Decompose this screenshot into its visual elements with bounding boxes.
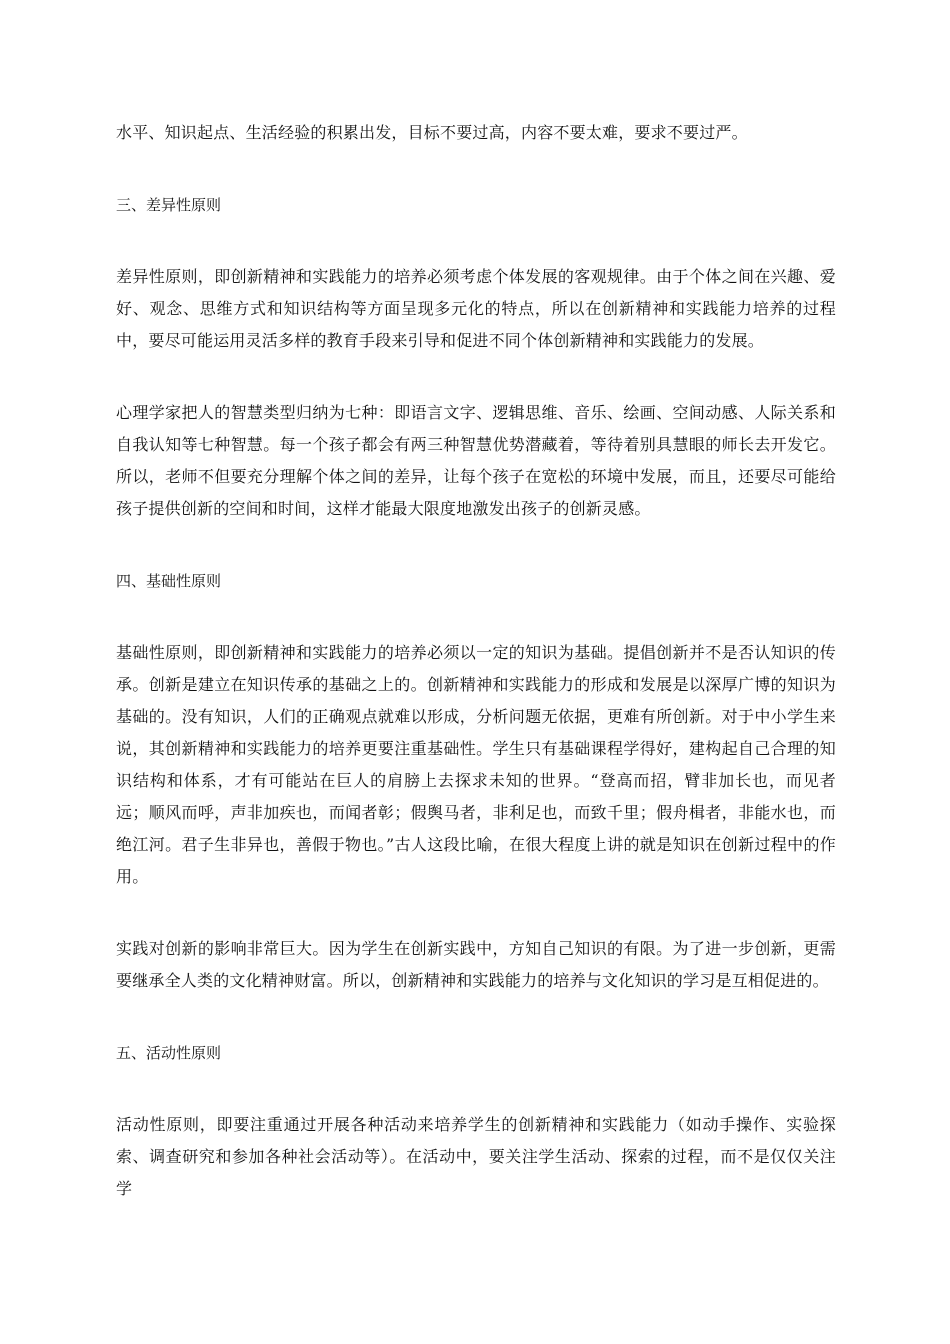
paragraph-5a: 活动性原则，即要注重通过开展各种活动来培养学生的创新精神和实践能力（如动手操作、实验探索、调查研究和参加各种社会活动等）。在活动中，要关注学生活动、探索的过程，而不是仅仅关注学 [116, 1115, 836, 1198]
paragraph-continued: 水平、知识起点、生活经验的积累出发，目标不要过高，内容不要太难，要求不要过严。 [116, 123, 748, 142]
paragraph-3a: 差异性原则，即创新精神和实践能力的培养必须考虑个体发展的客观规律。由于个体之间在兴趣、爱好、观念、思维方式和知识结构等方面呈现多元化的特点，所以在创新精神和实践能力培养的过程中，要尽可能运用灵活多样的教育手段来引导和促进不同个体创新精神和实践能力的发展。 [116, 267, 836, 350]
paragraph-spacer [116, 357, 836, 397]
paragraph-spacer [116, 893, 836, 933]
section-heading-5: 五、活动性原则 [116, 1044, 222, 1062]
paragraph-spacer [116, 149, 836, 189]
paragraph-spacer [116, 597, 836, 637]
paragraph-4b: 实践对创新的影响非常巨大。因为学生在创新实践中，方知自己知识的有限。为了进一步创新，更需要继承全人类的文化精神财富。所以，创新精神和实践能力的培养与文化知识的学习是互相促进的。 [116, 939, 836, 990]
paragraph-3b: 心理学家把人的智慧类型归纳为七种：即语言文字、逻辑思维、音乐、绘画、空间动感、人际关系和自我认知等七种智慧。每一个孩子都会有两三种智慧优势潜藏着，等待着别具慧眼的师长去开发它。所以，老师不但要充分理解个体之间的差异，让每个孩子在宽松的环境中发展，而且，还要尽可能给孩子提供创新的空间和时间，这样才能最大限度地激发出孩子的创新灵感。 [116, 403, 836, 518]
document-body [116, 117, 836, 1205]
section-heading-4: 四、基础性原则 [116, 572, 222, 590]
paragraph-spacer [116, 1069, 836, 1109]
paragraph-spacer [116, 221, 836, 261]
paragraph-spacer [116, 525, 836, 565]
section-heading-3: 三、差异性原则 [116, 196, 222, 214]
paragraph-4a: 基础性原则，即创新精神和实践能力的培养必须以一定的知识为基础。提倡创新并不是否认知识的传承。创新是建立在知识传承的基础之上的。创新精神和实践能力的形成和发展是以深厚广博的知识为基础的。没有知识，人们的正确观点就难以形成，分析问题无依据，更难有所创新。对于中小学生来说，其创新精神和实践能力的培养更要注重基础性。学生只有基础课程学得好，建构起自己合理的知识结构和体系，才有可能站在巨人的肩膀上去探求未知的世界。“登高而招，臂非加长也，而见者远；顺风而呼，声非加疾也，而闻者彰；假舆马者，非利足也，而致千里；假舟楫者，非能水也，而绝江河。君子生非异也，善假于物也。”古人这段比喻，在很大程度上讲的就是知识在创新过程中的作用。 [116, 643, 836, 886]
paragraph-spacer [116, 997, 836, 1037]
